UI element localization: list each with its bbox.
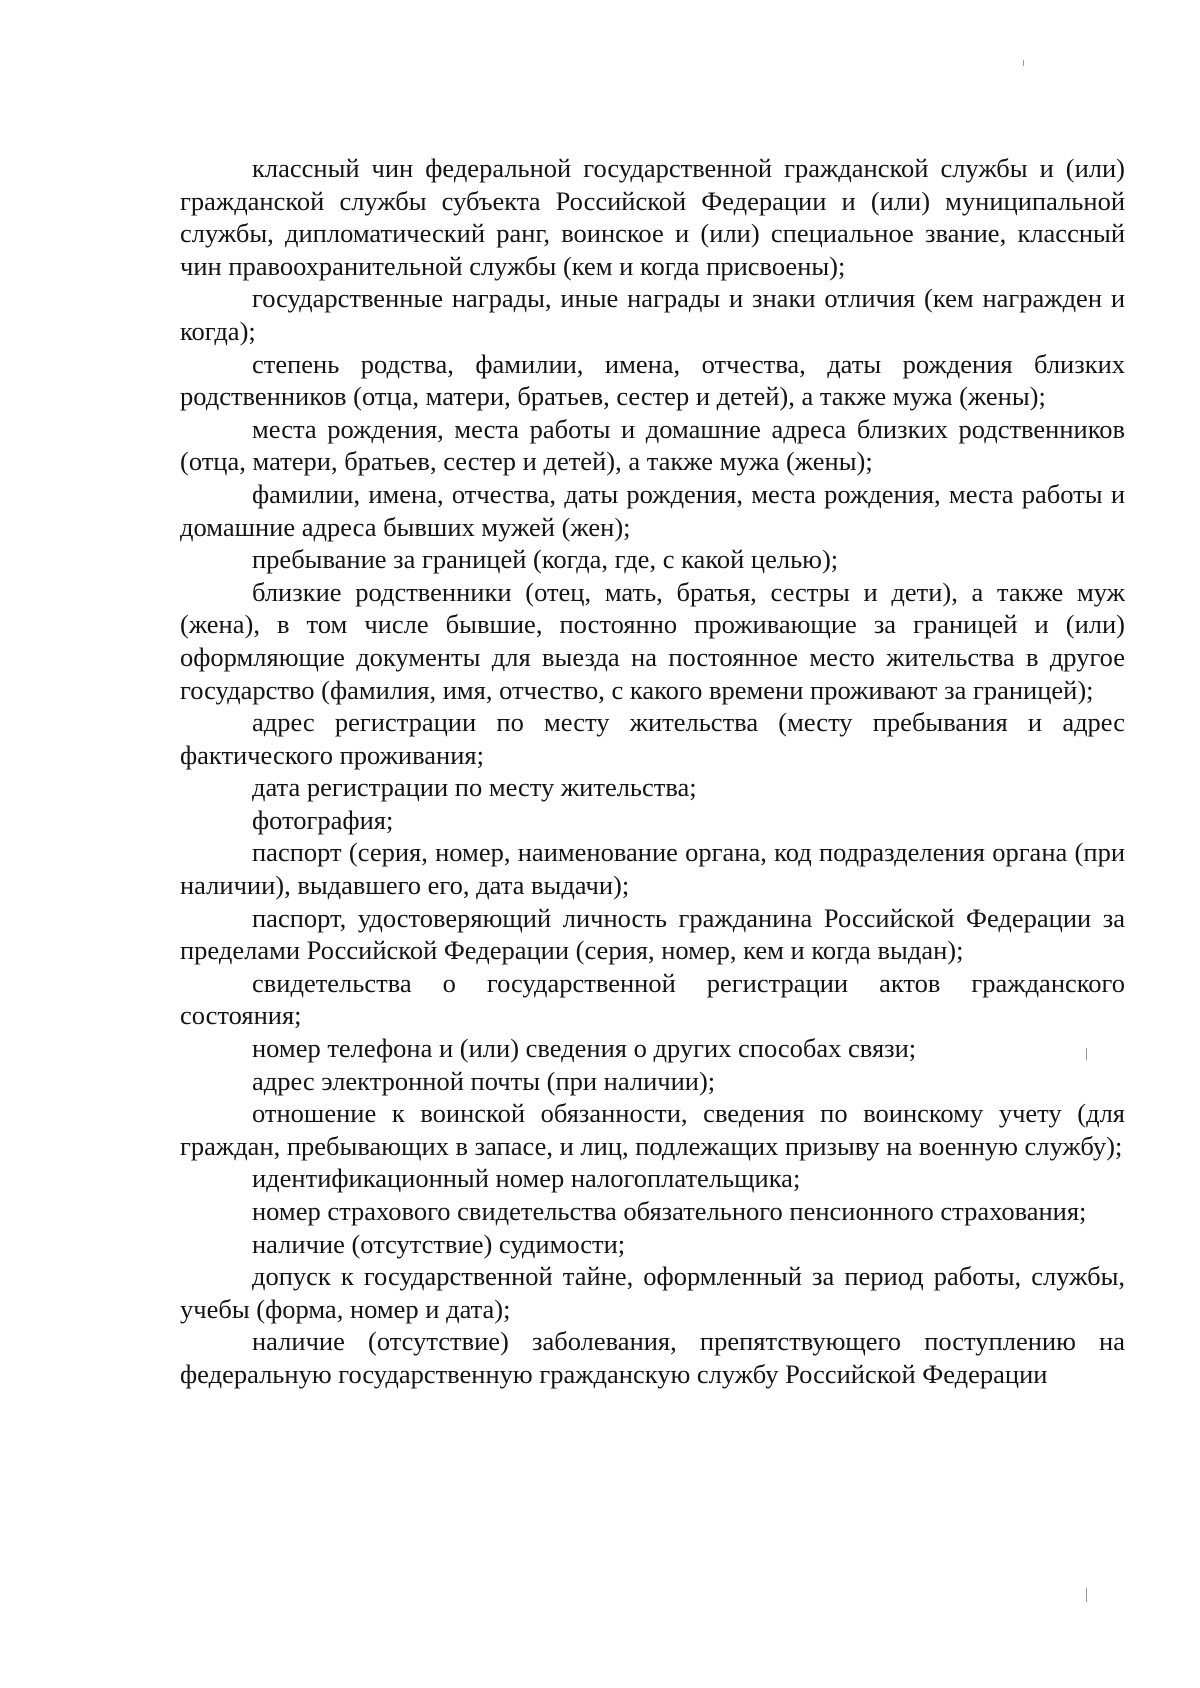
paragraph-class-rank: классный чин федеральной государственной гражданской службы и (или) гражданской службы субъекта Российской Федерации и (или) муниципальной службы, дипломатический ранг, воинское и (или) специальное звание, классный чин правоохранительной службы (кем и когда присвоены); (180, 153, 1125, 281)
paragraph-awards: государственные награды, иные награды и знаки отличия (кем награжден и когда); (180, 283, 1125, 346)
paragraph-passport: паспорт (серия, номер, наименование органа, код подразделения органа (при наличии), выдавшего его, дата выдачи); (180, 837, 1125, 901)
scan-mark (1086, 1048, 1087, 1060)
paragraph-tax-id: идентификационный номер налогоплательщика; (252, 1163, 801, 1194)
paragraph-relatives-abroad: близкие родственники (отец, мать, братья, сестры и дети), а также муж (жена), в том числе бывшие, постоянно проживающие за границей и (или) оформляющие документы для выезда на постоянное место жительства в другое государство (фамилия, имя, отчество, с какого времени проживают за границей); (180, 576, 1125, 705)
paragraph-foreign-passport: паспорт, удостоверяющий личность гражданина Российской Федерации за пределами Российской Федерации (серия, номер, кем и когда выдан); (180, 902, 1125, 966)
scan-mark (1023, 60, 1024, 66)
paragraph-illness: наличие (отсутствие) заболевания, препятствующего поступлению на федеральную государственную гражданскую службу Российской Федерации (180, 1326, 1125, 1389)
scan-mark (1086, 1588, 1087, 1602)
paragraph-photo: фотография; (252, 804, 394, 835)
paragraph-pension-insurance: номер страхового свидетельства обязательного пенсионного страхования; (252, 1196, 1087, 1226)
paragraph-military-duty: отношение к воинской обязанности, сведения по воинскому учету (для граждан, пребывающих в запасе, и лиц, подлежащих призыву на военную службу); (180, 1098, 1125, 1161)
paragraph-stay-abroad: пребывание за границей (когда, где, с какой целью); (252, 544, 839, 575)
document-body (180, 152, 1125, 1391)
paragraph-former-spouses: фамилии, имена, отчества, даты рождения, места рождения, места работы и домашние адреса бывших мужей (жен); (180, 478, 1125, 542)
paragraph-relatives-addresses: места рождения, места работы и домашние адреса близких родственников (отца, матери, братьев, сестер и детей), а также мужа (жены); (180, 413, 1125, 477)
paragraph-state-secret-clearance: допуск к государственной тайне, оформленный за период работы, службы, учебы (форма, номер и дата); (180, 1261, 1125, 1324)
paragraph-criminal-record: наличие (отсутствие) судимости; (252, 1228, 626, 1259)
paragraph-registration-address: адрес регистрации по месту жительства (месту пребывания и адрес фактического проживания; (180, 707, 1125, 770)
paragraph-phone: номер телефона и (или) сведения о других способах связи; (252, 1033, 917, 1064)
paragraph-civil-status-certificates: свидетельства о государственной регистрации актов гражданского состояния; (180, 967, 1125, 1031)
paragraph-relatives-names: степень родства, фамилии, имена, отчества, даты рождения близких родственников (отца, матери, братьев, сестер и детей), а также мужа (жены); (180, 348, 1125, 412)
paragraph-registration-date: дата регистрации по месту жительства; (252, 772, 697, 803)
paragraph-email: адрес электронной почты (при наличии); (252, 1065, 716, 1096)
